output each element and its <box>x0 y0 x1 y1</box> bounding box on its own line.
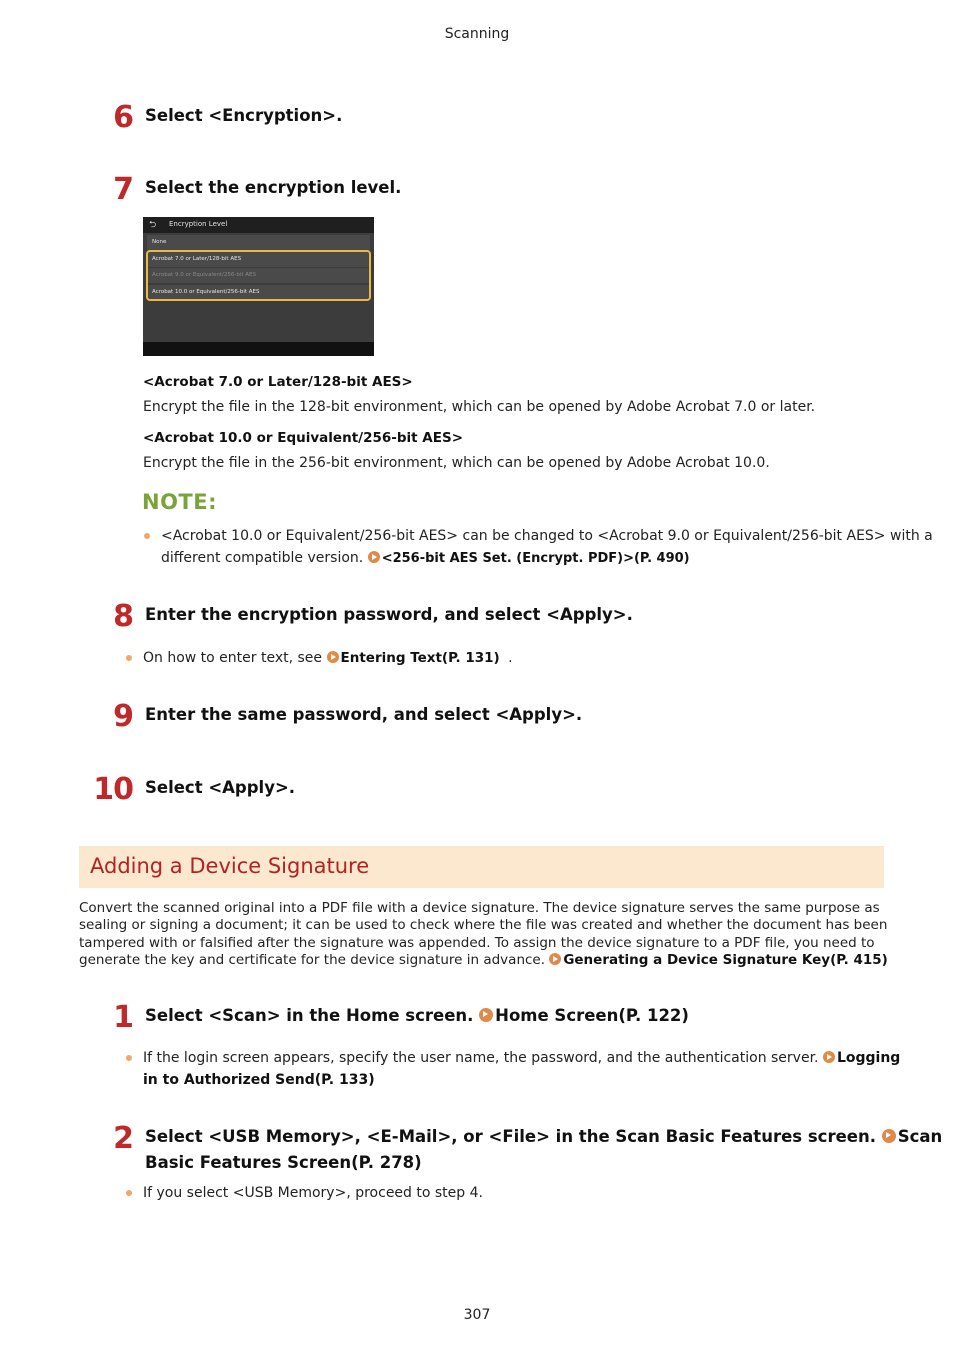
section-title: Adding a Device Signature <box>90 854 370 878</box>
step-number: 1 <box>113 1000 133 1035</box>
step-number: 6 <box>113 100 133 135</box>
option-label: <Acrobat 10.0 or Equivalent/256-bit AES> <box>143 430 464 446</box>
link-arrow-icon <box>479 1008 493 1022</box>
entering-text-link[interactable]: Entering Text(P. 131) <box>327 650 500 666</box>
note-text: <Acrobat 10.0 or Equivalent/256-bit AES> can be changed to <Acrobat 9.0 or Equivalent/256-bit AES> with a <box>161 528 933 544</box>
step-bullet: On how to enter text, see Entering Text(P. 131) . <box>143 650 513 666</box>
section-heading-bar <box>79 846 884 888</box>
scan-basic-features-link[interactable]: Scan <box>882 1127 943 1146</box>
screen-row: Acrobat 10.0 or Equivalent/256-bit AES <box>147 285 370 300</box>
logging-in-link-continued[interactable]: in to Authorized Send(P. 133) <box>143 1072 375 1088</box>
note-label: NOTE: <box>142 490 217 514</box>
bullet-icon <box>126 1055 132 1061</box>
note-link[interactable]: <256-bit AES Set. (Encrypt. PDF)>(P. 490) <box>368 550 690 566</box>
screen-row: Acrobat 7.0 or Later/128-bit AES <box>147 252 370 267</box>
step-number: 9 <box>113 699 133 734</box>
step-title: Select <Apply>. <box>145 778 296 797</box>
device-signature-key-link[interactable]: Generating a Device Signature Key(P. 415) <box>549 952 888 968</box>
screen-title-bar <box>143 217 374 233</box>
step-number: 2 <box>113 1121 133 1156</box>
option-description: Encrypt the file in the 128-bit environment, which can be opened by Adobe Acrobat 7.0 or later. <box>143 399 816 415</box>
link-arrow-icon <box>368 551 380 563</box>
bullet-icon <box>144 533 150 539</box>
screen-bottom-bar <box>143 342 374 356</box>
encryption-level-screenshot <box>143 217 374 356</box>
screen-row: Acrobat 9.0 or Equivalent/256-bit AES <box>147 268 370 283</box>
step-number: 7 <box>113 172 133 207</box>
note-text: different compatible version. <box>161 550 364 566</box>
logging-in-link[interactable]: Logging <box>823 1050 900 1066</box>
step-title: Select the encryption level. <box>145 178 402 197</box>
bullet-icon <box>126 1190 132 1196</box>
bullet-icon <box>126 655 132 661</box>
step-title: Enter the encryption password, and select <Apply>. <box>145 605 633 624</box>
scan-basic-features-link-continued[interactable]: Basic Features Screen(P. 278) <box>145 1153 422 1172</box>
step-bullet: If you select <USB Memory>, proceed to step 4. <box>143 1185 483 1201</box>
step-title: Select <USB Memory>, <E-Mail>, or <File> in the Scan Basic Features screen. Scan <box>145 1127 943 1146</box>
step-title: Select <Scan> in the Home screen. Home Screen(P. 122) <box>145 1006 689 1025</box>
link-arrow-icon <box>549 953 561 965</box>
note-text-line2 <box>161 547 690 570</box>
screen-row: None <box>147 235 370 250</box>
link-arrow-icon <box>882 1129 896 1143</box>
page-header: Scanning <box>444 26 510 42</box>
link-arrow-icon <box>823 1051 835 1063</box>
option-description: Encrypt the file in the 256-bit environment, which can be opened by Adobe Acrobat 10.0. <box>143 455 770 471</box>
step-number: 8 <box>113 599 133 634</box>
screen-title: Encryption Level <box>169 220 228 228</box>
page-number: 307 <box>463 1307 491 1323</box>
selection-highlight <box>146 250 371 301</box>
step-title: Enter the same password, and select <Apply>. <box>145 705 583 724</box>
step-bullet: If the login screen appears, specify the user name, the password, and the authentication server. Logging <box>143 1050 901 1066</box>
back-icon: ⮌ <box>149 220 157 230</box>
step-number: 10 <box>93 772 133 807</box>
link-arrow-icon <box>327 651 339 663</box>
option-label: <Acrobat 7.0 or Later/128-bit AES> <box>143 374 413 390</box>
step-title: Select <Encryption>. <box>145 106 343 125</box>
section-paragraph: Convert the scanned original into a PDF file with a device signature. The device signature serves the same purpose as sealing or signing a document; it can be used to check where the file was created and whether the document has been tampered with or falsified after the signature was appended. To assign the device signature to a PDF file, you need to generate the key and certificate for the device signature in advance. Generating a Device Signature Key(P. 415) <box>79 900 888 968</box>
home-screen-link[interactable]: Home Screen(P. 122) <box>479 1006 689 1025</box>
